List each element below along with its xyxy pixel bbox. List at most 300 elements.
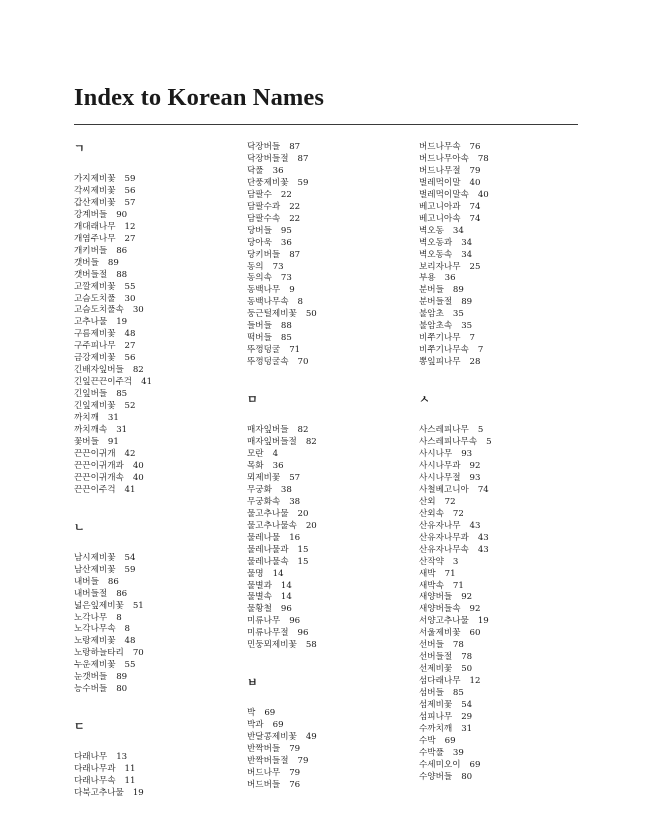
index-entry: [74, 624, 249, 636]
entry-page-number: 27: [124, 233, 136, 244]
index-entry: [74, 258, 249, 270]
entry-page-number: 49: [305, 732, 317, 743]
index-entry: [74, 672, 249, 684]
entry-page-number: 88: [116, 269, 128, 280]
index-entry: [419, 712, 594, 724]
entry-page-number: 58: [305, 640, 317, 651]
entry-page-number: 92: [469, 460, 481, 471]
entry-page-number: 50: [305, 309, 317, 320]
entry-page-number: 92: [461, 592, 473, 603]
entry-page-number: 76: [469, 142, 481, 152]
entry-page-number: 69: [272, 720, 284, 731]
entry-page-number: 80: [116, 684, 128, 695]
entry-name: 뽕잎피나무: [419, 357, 461, 368]
entry-name: 수박풀: [419, 747, 444, 758]
entry-name: 산유자나무과: [419, 532, 469, 543]
entry-page-number: 5: [477, 425, 484, 436]
entry-name: 미류나무절: [247, 628, 289, 639]
entry-page-number: 34: [461, 237, 473, 248]
index-section: [74, 720, 249, 800]
entry-page-number: 70: [132, 648, 144, 659]
entry-page-number: 56: [124, 185, 136, 196]
entry-page-number: 54: [461, 700, 473, 711]
entry-name: 끈끈이귀개: [74, 448, 116, 459]
entry-page-number: 48: [124, 636, 136, 647]
index-entry: [419, 736, 594, 748]
index-entry: [247, 569, 422, 581]
entry-page-number: 27: [124, 341, 136, 352]
entry-name: 닥장버들: [247, 142, 281, 152]
index-entry: [419, 664, 594, 676]
index-entry: [419, 309, 594, 321]
entry-page-number: 29: [461, 711, 473, 722]
entry-page-number: 7: [477, 345, 484, 356]
entry-name: 수양버들: [419, 771, 453, 782]
index-entry: [74, 353, 249, 365]
entry-page-number: 9: [289, 285, 295, 296]
entry-page-number: 96: [280, 604, 292, 615]
entry-page-number: 85: [116, 389, 128, 400]
index-entry: [247, 616, 422, 628]
index-entry: [247, 214, 422, 226]
entry-name: 비쭈기나무속: [419, 345, 469, 356]
entry-page-number: 31: [116, 425, 128, 436]
entry-name: 박과: [247, 720, 264, 731]
entry-name: 까치깨속: [74, 425, 108, 436]
index-entry: [247, 333, 422, 345]
entry-name: 구주피나무: [74, 341, 116, 352]
entry-page-number: 35: [461, 321, 473, 332]
index-entry: [74, 660, 249, 672]
entry-page-number: 88: [280, 321, 292, 332]
entry-name: 물황철: [247, 604, 272, 615]
index-entry: [419, 142, 594, 154]
entry-name: 동의속: [247, 273, 272, 284]
title-rule: [74, 124, 578, 125]
entry-page-number: 93: [469, 472, 481, 483]
entry-name: 끈끈이주걱: [74, 484, 116, 495]
index-entry: [419, 449, 594, 461]
index-entry: [74, 270, 249, 282]
index-entry: [419, 628, 594, 640]
entry-page-number: 74: [469, 201, 481, 212]
index-entry: [247, 732, 422, 744]
index-entry: [74, 234, 249, 246]
index-entry: [247, 461, 422, 473]
entry-name: 사시나무과: [419, 460, 461, 471]
index-entry: [247, 521, 422, 533]
index-entry: [247, 640, 422, 652]
entry-page-number: 43: [477, 532, 489, 543]
index-entry: [419, 357, 594, 369]
index-entry: [247, 497, 422, 509]
entry-name: 까치깨: [74, 413, 99, 424]
entry-name: 무궁화: [247, 484, 272, 495]
entry-name: 반달콩제비꽃: [247, 732, 297, 743]
page-title: Index to Korean Names: [74, 84, 325, 111]
entry-name: 산작약: [419, 556, 444, 567]
entry-page-number: 4: [272, 449, 279, 460]
entry-page-number: 78: [452, 640, 464, 651]
index-entry: [419, 688, 594, 700]
entry-name: 베고니아과: [419, 201, 461, 212]
index-section: [74, 521, 249, 696]
entry-name: 개대래나무: [74, 221, 116, 232]
entry-name: 사시나무절: [419, 472, 461, 483]
entry-name: 섬피나무: [419, 711, 453, 722]
entry-name: 벽오동과: [419, 237, 453, 248]
index-entry: [419, 321, 594, 333]
index-entry: [247, 273, 422, 285]
entry-page-number: 41: [141, 377, 153, 388]
index-entry: [247, 250, 422, 262]
entry-name: 고슴도치풀속: [74, 305, 124, 316]
entry-page-number: 96: [289, 616, 301, 627]
entry-name: 누운제비꽃: [74, 660, 116, 671]
entry-name: 버드나무속: [419, 142, 461, 152]
index-entry: [419, 214, 594, 226]
entry-page-number: 28: [469, 357, 481, 368]
entry-page-number: 91: [107, 436, 119, 447]
entry-name: 당버들: [247, 225, 272, 236]
entry-name: 산유자나무속: [419, 544, 469, 555]
entry-name: 산유자나무: [419, 520, 461, 531]
entry-name: 서양고추나물: [419, 616, 469, 627]
entry-page-number: 40: [132, 472, 144, 483]
entry-name: 물고추나물속: [247, 520, 297, 531]
entry-page-number: 14: [280, 580, 292, 591]
entry-name: 단풍제비꽃: [247, 177, 289, 188]
entry-page-number: 8: [297, 297, 303, 308]
entry-name: 물별과: [247, 580, 272, 591]
entry-name: 노랑제비꽃: [74, 636, 116, 647]
entry-page-number: 20: [305, 520, 317, 531]
entry-page-number: 69: [444, 735, 456, 746]
index-entry: [247, 437, 422, 449]
entry-name: 긴잎버들: [74, 389, 108, 400]
entry-name: 베고니아속: [419, 213, 461, 224]
entry-page-number: 25: [469, 261, 481, 272]
entry-page-number: 8: [116, 612, 122, 623]
entry-page-number: 12: [469, 676, 481, 687]
entry-name: 가지제비꽃: [74, 174, 116, 184]
entry-name: 개키버들: [74, 245, 108, 256]
entry-name: 긴잎끈끈이주걱: [74, 377, 133, 388]
index-section: [419, 393, 594, 784]
entry-name: 벌레먹이말: [419, 177, 461, 188]
index-entry: [419, 425, 594, 437]
section-letter: ㅂ: [247, 676, 258, 690]
entry-page-number: 11: [124, 764, 136, 775]
entry-name: 선버들절: [419, 652, 453, 663]
entry-name: 수까치깨: [419, 723, 453, 734]
index-entry: [247, 509, 422, 521]
index-entry: [74, 461, 249, 473]
entry-page-number: 30: [132, 305, 144, 316]
index-entry: [419, 521, 594, 533]
index-entry: [419, 273, 594, 285]
section-letter: ㄷ: [74, 720, 85, 734]
entry-name: 부용: [419, 273, 436, 284]
entry-page-number: 50: [461, 664, 473, 675]
entry-page-number: 31: [461, 723, 473, 734]
index-entry: [247, 628, 422, 640]
entry-page-number: 20: [297, 508, 309, 519]
entry-name: 분버들절: [419, 297, 453, 308]
index-entry: [74, 764, 249, 776]
entry-name: 넓은잎제비꽃: [74, 600, 124, 611]
entry-name: 끈끈이귀개속: [74, 472, 124, 483]
index-entry: [419, 345, 594, 357]
entry-name: 눈갯버들: [74, 672, 108, 683]
index-entry: [247, 545, 422, 557]
entry-name: 분버들: [419, 285, 444, 296]
index-entry: [74, 282, 249, 294]
entry-page-number: 36: [272, 460, 284, 471]
entry-page-number: 80: [461, 771, 473, 782]
section-letter: ㄴ: [74, 520, 85, 534]
index-entry: [74, 174, 249, 186]
entry-name: 수세미오이: [419, 759, 461, 770]
entry-name: 새양버들속: [419, 604, 461, 615]
entry-page-number: 86: [116, 588, 128, 599]
index-entry: [419, 226, 594, 238]
index-entry: [247, 604, 422, 616]
entry-name: 불암초속: [419, 321, 453, 332]
index-entry: [74, 377, 249, 389]
entry-name: 떡버들: [247, 333, 272, 344]
index-entry: [419, 297, 594, 309]
index-entry: [419, 250, 594, 262]
entry-page-number: 89: [107, 257, 119, 268]
entry-name: 노각나무: [74, 612, 108, 623]
entry-name: 사철베고니아: [419, 484, 469, 495]
entry-name: 들버들: [247, 321, 272, 332]
entry-name: 뚜껑덩굴속: [247, 357, 289, 368]
entry-name: 물명: [247, 568, 264, 579]
entry-page-number: 14: [280, 592, 292, 603]
entry-page-number: 36: [444, 273, 456, 284]
index-entry: [74, 752, 249, 764]
entry-page-number: 71: [444, 568, 456, 579]
entry-page-number: 40: [477, 189, 489, 200]
entry-page-number: 22: [289, 213, 301, 224]
index-entry: [74, 788, 249, 800]
index-entry: [74, 776, 249, 788]
index-entry: [419, 473, 594, 485]
index-entry: [74, 210, 249, 222]
index-section: [247, 142, 422, 369]
index-entry: [419, 497, 594, 509]
entry-name: 뫼제비꽃: [247, 472, 281, 483]
index-entry: [419, 760, 594, 772]
entry-name: 남시제비꽃: [74, 552, 116, 563]
entry-page-number: 72: [444, 496, 456, 507]
entry-page-number: 8: [124, 624, 130, 635]
entry-page-number: 78: [477, 153, 489, 164]
entry-page-number: 89: [461, 297, 473, 308]
entry-page-number: 79: [469, 165, 481, 176]
index-entry: [247, 744, 422, 756]
index-entry: [247, 768, 422, 780]
entry-page-number: 73: [280, 273, 292, 284]
index-entry: [247, 297, 422, 309]
entry-page-number: 93: [461, 449, 473, 460]
entry-name: 박: [247, 708, 256, 719]
index-entry: [74, 294, 249, 306]
index-entry: [74, 684, 249, 696]
index-entry: [419, 545, 594, 557]
index-entry: [247, 780, 422, 792]
entry-name: 당키버들: [247, 249, 281, 260]
index-entry: [247, 533, 422, 545]
index-entry: [419, 437, 594, 449]
index-entry: [419, 581, 594, 593]
index-section: [74, 142, 249, 497]
index-column-1: [74, 142, 249, 824]
entry-page-number: 41: [124, 484, 136, 495]
entry-page-number: 72: [452, 508, 464, 519]
index-section: [419, 142, 594, 369]
entry-name: 구름제비꽃: [74, 329, 116, 340]
entry-page-number: 87: [289, 142, 301, 152]
index-entry: [74, 485, 249, 497]
entry-page-number: 7: [469, 333, 475, 344]
entry-name: 닥장버들절: [247, 153, 289, 164]
entry-name: 벽오동: [419, 225, 444, 236]
entry-name: 고깔제비꽃: [74, 281, 116, 292]
index-entry: [247, 226, 422, 238]
index-entry: [247, 592, 422, 604]
entry-page-number: 38: [280, 484, 292, 495]
index-entry: [74, 317, 249, 329]
entry-name: 뚜껑덩굴: [247, 345, 281, 356]
index-entry: [247, 357, 422, 369]
entry-page-number: 19: [116, 317, 128, 328]
entry-name: 섬다래나무: [419, 676, 461, 687]
entry-name: 둥근털제비꽃: [247, 309, 297, 320]
index-entry: [247, 142, 422, 154]
entry-name: 끈끈이귀개과: [74, 460, 124, 471]
entry-name: 비쭈기나무: [419, 333, 461, 344]
entry-name: 섬버들: [419, 688, 444, 699]
entry-page-number: 82: [132, 365, 144, 376]
index-column-2: [247, 142, 422, 816]
entry-page-number: 52: [124, 401, 136, 412]
index-entry: [419, 190, 594, 202]
entry-name: 담팔수: [247, 189, 272, 200]
index-entry: [247, 190, 422, 202]
entry-name: 목화: [247, 460, 264, 471]
entry-page-number: 51: [132, 600, 144, 611]
index-entry: [247, 720, 422, 732]
entry-name: 물별속: [247, 592, 272, 603]
index-entry: [74, 365, 249, 377]
index-entry: [74, 577, 249, 589]
entry-name: 매자잎버들절: [247, 437, 297, 448]
entry-page-number: 5: [486, 437, 492, 448]
entry-name: 물레나물과: [247, 544, 289, 555]
index-entry: [419, 166, 594, 178]
entry-page-number: 36: [272, 165, 284, 176]
entry-page-number: 55: [124, 660, 136, 671]
entry-page-number: 55: [124, 281, 136, 292]
index-entry: [419, 604, 594, 616]
index-entry: [74, 222, 249, 234]
entry-page-number: 60: [469, 628, 481, 639]
entry-name: 반짝버들: [247, 744, 281, 755]
index-entry: [247, 557, 422, 569]
index-entry: [419, 640, 594, 652]
entry-name: 사스레피나무: [419, 425, 469, 436]
entry-name: 버드나무절: [419, 165, 461, 176]
entry-page-number: 74: [469, 213, 481, 224]
entry-page-number: 38: [289, 496, 301, 507]
entry-name: 동백나무속: [247, 297, 289, 308]
entry-page-number: 43: [469, 520, 481, 531]
entry-page-number: 79: [297, 756, 309, 767]
entry-name: 내버들: [74, 576, 99, 587]
entry-name: 섬제비꽃: [419, 700, 453, 711]
entry-name: 벌레먹이말속: [419, 189, 469, 200]
index-entry: [74, 305, 249, 317]
entry-page-number: 36: [280, 237, 292, 248]
entry-name: 물레나물속: [247, 556, 289, 567]
entry-page-number: 85: [452, 688, 464, 699]
entry-page-number: 19: [477, 616, 489, 627]
entry-page-number: 39: [452, 747, 464, 758]
entry-page-number: 42: [124, 448, 136, 459]
index-entry: [74, 565, 249, 577]
entry-page-number: 69: [469, 759, 481, 770]
entry-name: 노각나무속: [74, 624, 116, 635]
index-entry: [247, 449, 422, 461]
entry-name: 동백나무: [247, 285, 281, 296]
entry-page-number: 40: [132, 460, 144, 471]
entry-name: 사스레피나무속: [419, 437, 478, 448]
entry-name: 담팔수속: [247, 213, 281, 224]
index-entry: [74, 198, 249, 210]
entry-page-number: 89: [452, 285, 464, 296]
index-entry: [247, 708, 422, 720]
index-entry: [74, 413, 249, 425]
index-entry: [419, 533, 594, 545]
index-entry: [74, 473, 249, 485]
index-entry: [419, 592, 594, 604]
entry-page-number: 19: [132, 788, 144, 799]
entry-name: 각씨제비꽃: [74, 185, 116, 196]
entry-name: 내버들절: [74, 588, 108, 599]
entry-page-number: 15: [297, 556, 309, 567]
entry-name: 선버들: [419, 640, 444, 651]
index-entry: [74, 341, 249, 353]
index-entry: [419, 285, 594, 297]
index-entry: [247, 166, 422, 178]
entry-name: 닥풀: [247, 165, 264, 176]
index-entry: [74, 449, 249, 461]
index-entry: [74, 401, 249, 413]
index-entry: [419, 676, 594, 688]
index-entry: [419, 772, 594, 784]
index-entry: [419, 509, 594, 521]
entry-name: 버드나무: [247, 767, 281, 778]
entry-page-number: 13: [116, 752, 128, 763]
entry-page-number: 73: [272, 261, 284, 272]
index-entry: [247, 309, 422, 321]
entry-name: 다래나무과: [74, 764, 116, 775]
index-entry: [74, 553, 249, 565]
entry-page-number: 95: [280, 225, 292, 236]
